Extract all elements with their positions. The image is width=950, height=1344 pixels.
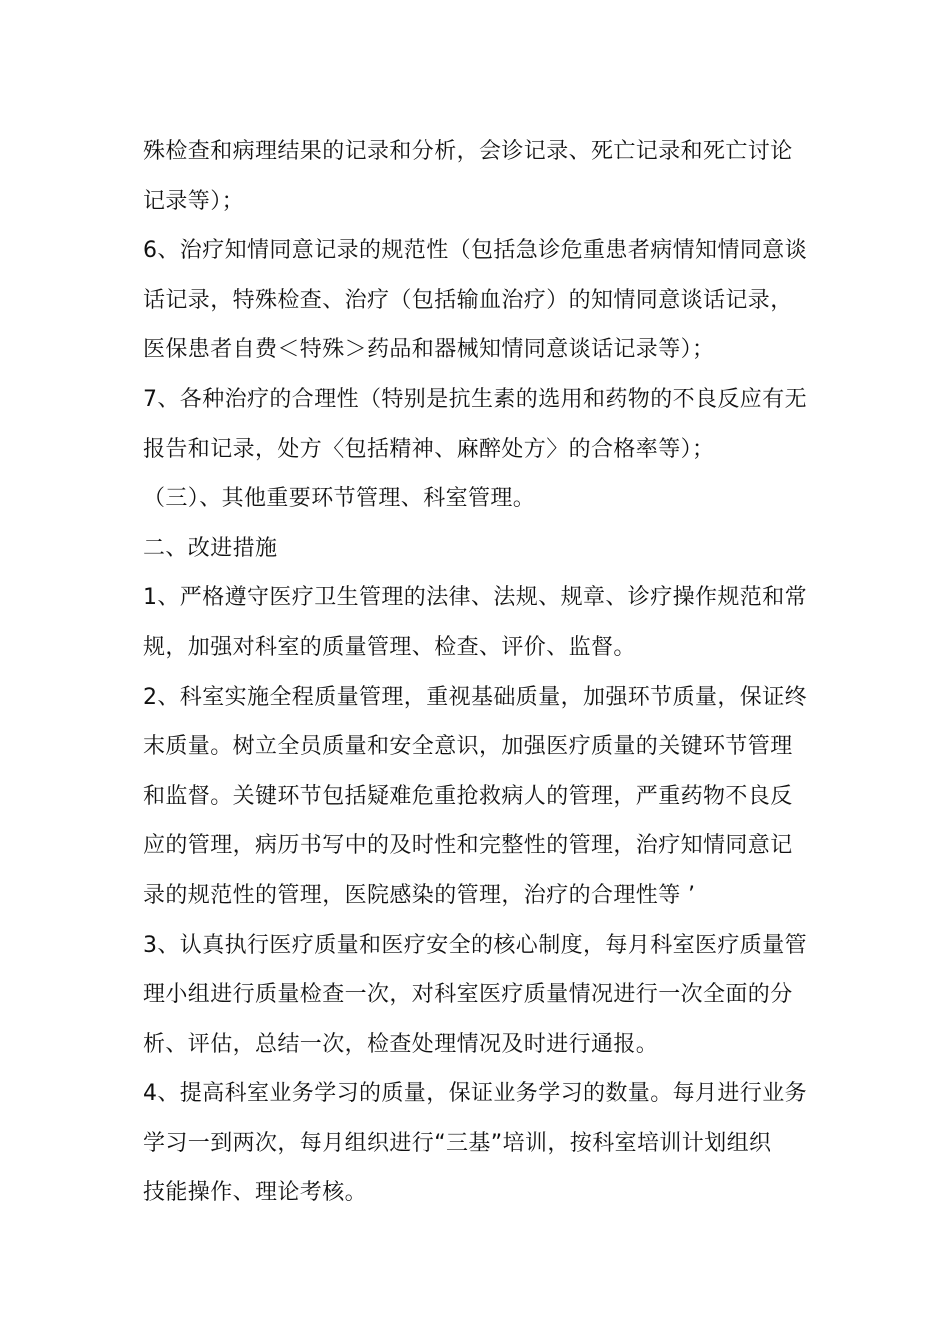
- text-line: 1、严格遵守医疗卫生管理的法律、法规、规章、诊疗操作规范和常: [143, 585, 807, 611]
- document-body: [143, 127, 813, 1218]
- text-line: 报告和记录，处方〈包括精神、麻醉处方〉的合格率等）；: [143, 436, 715, 462]
- text-line: 2、科室实施全程质量管理，重视基础质量，加强环节质量，保证终: [143, 684, 807, 710]
- text-line: 记录等）；: [143, 188, 245, 214]
- section-heading: 二、改进措施: [143, 535, 278, 561]
- text-line: 6、治疗知情同意记录的规范性（包括急诊危重患者病情知情同意谈: [143, 238, 807, 264]
- text-line: 理小组进行质量检查一次，对科室医疗质量情况进行一次全面的分: [143, 982, 793, 1008]
- text-line: 末质量。树立全员质量和安全意识，加强医疗质量的关键环节管理: [143, 734, 793, 760]
- text-line: 和监督。关键环节包括疑难危重抢救病人的管理，严重药物不良反: [143, 783, 793, 809]
- text-line: 殊检查和病理结果的记录和分析，会诊记录、死亡记录和死亡讨论: [143, 139, 793, 164]
- text-line: 话记录，特殊检查、治疗（包括输血治疗）的知情同意谈话记录，: [143, 287, 793, 313]
- text-line: 应的管理，病历书写中的及时性和完整性的管理，治疗知情同意记: [143, 833, 793, 859]
- text-line: 7、各种治疗的合理性（特别是抗生素的选用和药物的不良反应有无: [143, 386, 807, 412]
- text-line: 析、评估，总结一次，检查处理情况及时进行通报。: [143, 1031, 659, 1057]
- text-line: 录的规范性的管理，医院感染的管理，治疗的合理性等 ’: [143, 882, 696, 908]
- text-line: 医保患者自费＜特殊＞药品和器械知情同意谈话记录等）；: [143, 337, 715, 363]
- text-line: 4、提高科室业务学习的质量，保证业务学习的数量。每月进行业务: [143, 1081, 807, 1107]
- text-line: 学习一到两次，每月组织进行“三基”培训，按科室培训计划组织: [143, 1130, 772, 1156]
- text-line: 3、认真执行医疗质量和医疗安全的核心制度，每月科室医疗质量管: [143, 932, 807, 958]
- section-heading: （三）、其他重要环节管理、科室管理。: [143, 486, 536, 512]
- text-line: 技能操作、理论考核。: [143, 1180, 368, 1206]
- text-line: 规，加强对科室的质量管理、检查、评价、监督。: [143, 634, 636, 660]
